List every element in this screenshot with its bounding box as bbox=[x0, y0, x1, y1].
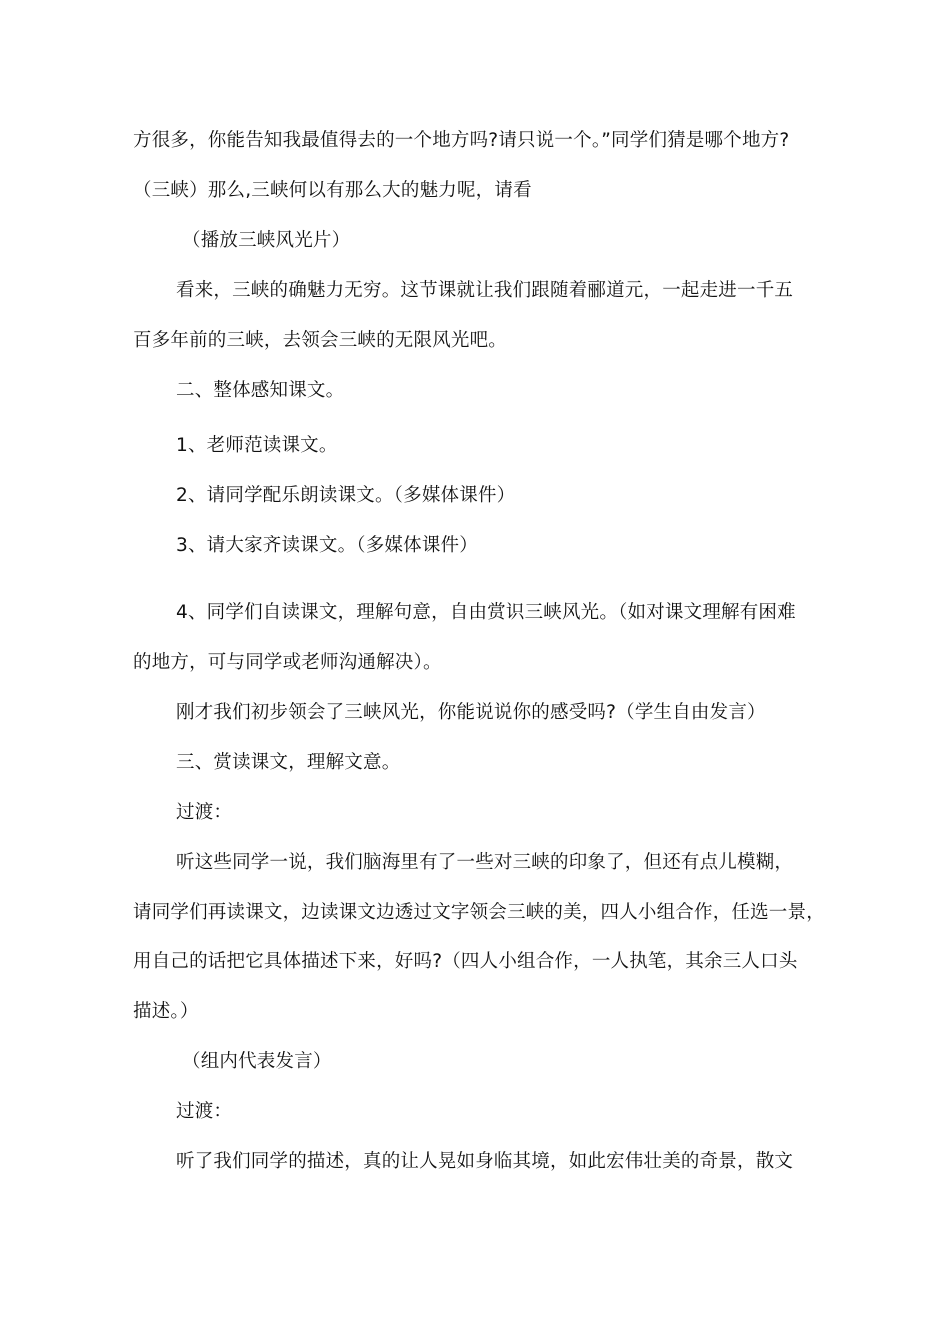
text-line-12: 刚才我们初步领会了三峡风光，你能说说你的感受吗?（学生自由发言） bbox=[176, 702, 766, 723]
text-line-3: （播放三峡风光片） bbox=[182, 230, 351, 251]
text-line-15: 听这些同学一说，我们脑海里有了一些对三峡的印象了，但还有点儿模糊， bbox=[176, 852, 794, 873]
text-line-18: 描述。） bbox=[133, 1001, 199, 1022]
text-line-4: 看来，三峡的确魅力无穷。这节课就让我们跟随着郦道元，一起走进一千五 bbox=[176, 280, 794, 301]
text-line-19: （组内代表发言） bbox=[182, 1051, 332, 1072]
text-line-8: 2、请同学配乐朗读课文。（多媒体课件） bbox=[176, 485, 516, 506]
text-line-11: 的地方，可与同学或老师沟通解决）。 bbox=[133, 652, 442, 673]
text-line-10: 4、同学们自读课文，理解句意，自由赏识三峡风光。（如对课文理解有困难 bbox=[176, 602, 796, 623]
section-heading-3: 三、赏读课文，理解文意。 bbox=[176, 752, 401, 773]
text-line-17: 用自己的话把它具体描述下来，好吗?（四人小组合作，一人执笔，其余三人口头 bbox=[133, 951, 798, 972]
section-heading-2: 二、整体感知课文。 bbox=[176, 380, 345, 401]
text-line-9: 3、请大家齐读课文。（多媒体课件） bbox=[176, 535, 478, 556]
text-line-1: 方很多，你能告知我最值得去的一个地方吗?请只说一个。”同学们猜是哪个地方? bbox=[133, 130, 790, 151]
text-line-14: 过渡： bbox=[176, 802, 233, 823]
text-line-5: 百多年前的三峡，去领会三峡的无限风光吧。 bbox=[133, 330, 508, 351]
text-line-7: 1、老师范读课文。 bbox=[176, 435, 338, 456]
text-line-16: 请同学们再读课文，边读课文边透过文字领会三峡的美，四人小组合作，任选一景， bbox=[133, 902, 825, 923]
text-line-2: （三峡）那么,三峡何以有那么大的魅力呢，请看 bbox=[133, 180, 532, 201]
text-line-21: 听了我们同学的描述，真的让人晃如身临其境，如此宏伟壮美的奇景，散文 bbox=[176, 1151, 794, 1172]
text-line-20: 过渡： bbox=[176, 1101, 233, 1122]
